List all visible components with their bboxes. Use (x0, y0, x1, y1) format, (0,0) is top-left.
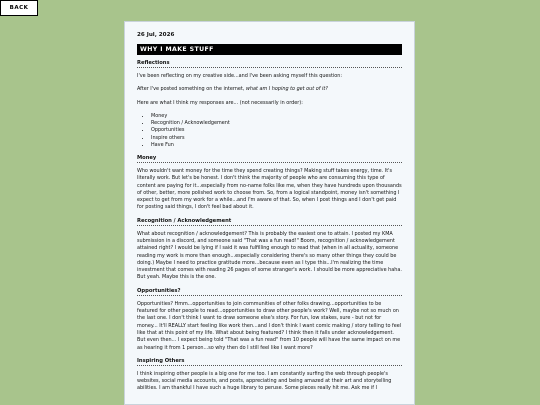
paragraph: Who wouldn't want money for the time they spend creating things? Making stuff takes energy, time. It's literally work. But let's be honest. I don't think the majority of people who are consuming this type of content are paying for it...especially from no-name folks like me, when they have hundreds upon thousands of other, better, more polished work to choose from. So, from a logical standpoint, money isn't something I expect to get from my work for a while...and I'm aware of that. So, when I post things and I don't get paid for posting said things, I don't feel bad about it. (137, 167, 402, 211)
section-heading-recognition: Recognition / Acknowledgement (137, 218, 402, 226)
paragraph: Here are what I think my responses are... (not necessarily in order): (137, 99, 303, 106)
list-item: • Money (151, 113, 402, 120)
back-button[interactable]: BACK (0, 0, 38, 16)
section-heading-reflections: Reflections (137, 60, 402, 68)
list-item: • Opportunities (151, 127, 402, 134)
section-heading-money: Money (137, 155, 402, 163)
list-item: • Recognition / Acknowledgement (151, 120, 402, 127)
emphasized-question: what am I hoping to get out of it? (245, 86, 328, 93)
section-heading-inspiring: Inspiring Others (137, 358, 402, 366)
paragraph: What about recognition / acknowledgement? This is probably the easiest one to attain. I posted my KMA submission in a discord, and someone said "That was a fun read!" Boom, recognition / acknowledgement attained right? I would be lying if I said it was fulfilling enough to read that (when in all actuality, someone reading my work is more than enough...especially considering there's so many other things they could be doing.) Maybe I need to practice gratitude more...because even as I type this...I'm realizing the time investment that comes with reading 26 pages of some stranger's work. I should be more appreciative haha. But yeah. Maybe this is the one. (137, 230, 402, 281)
post-page (124, 21, 415, 405)
paragraph: Opportunities? Hmm...opportunities to join communities of other folks drawing...opportunities to be featured for other people to read...opportunities to draw other people's work? Well, maybe not so much on the last one. I don't think I want to draw someone else's story. For fun, low stakes, sure - but not for money... It'll REALLY start feeling like work then...and I don't think I want comic making / story telling to feel like that at this point of my life. What about being featured? I think then it falls under acknowledgement. But even then... I expect being told "That was a fun read" from 10 people will have the same impact on me as hearing it from 1 person...so why then do I still feel like I want more? (137, 300, 402, 351)
paragraph (137, 86, 402, 93)
section-heading-opportunities: Opportunities? (137, 288, 402, 296)
post-title: WHY I MAKE STUFF (137, 44, 402, 55)
post-date: 26 Jul, 2026 (137, 32, 175, 38)
paragraph: I think inspiring other people is a big one for me too. I am constantly surfing the web through people's websites, social media accounts, and posts, appreciating and being amazed at their art and storytelling abilities. I am thankful I have such a huge library to peruse. Some pieces really hit me. Ask me if I (137, 370, 392, 392)
paragraph: I've been reflecting on my creative side...and I've been asking myself this question: (137, 73, 342, 79)
paragraph-text: After I've posted something on the internet, (137, 86, 246, 93)
list-item: • Inspire others (151, 135, 402, 142)
list-item: • Have Fun (151, 142, 402, 149)
responses-list (137, 113, 402, 149)
